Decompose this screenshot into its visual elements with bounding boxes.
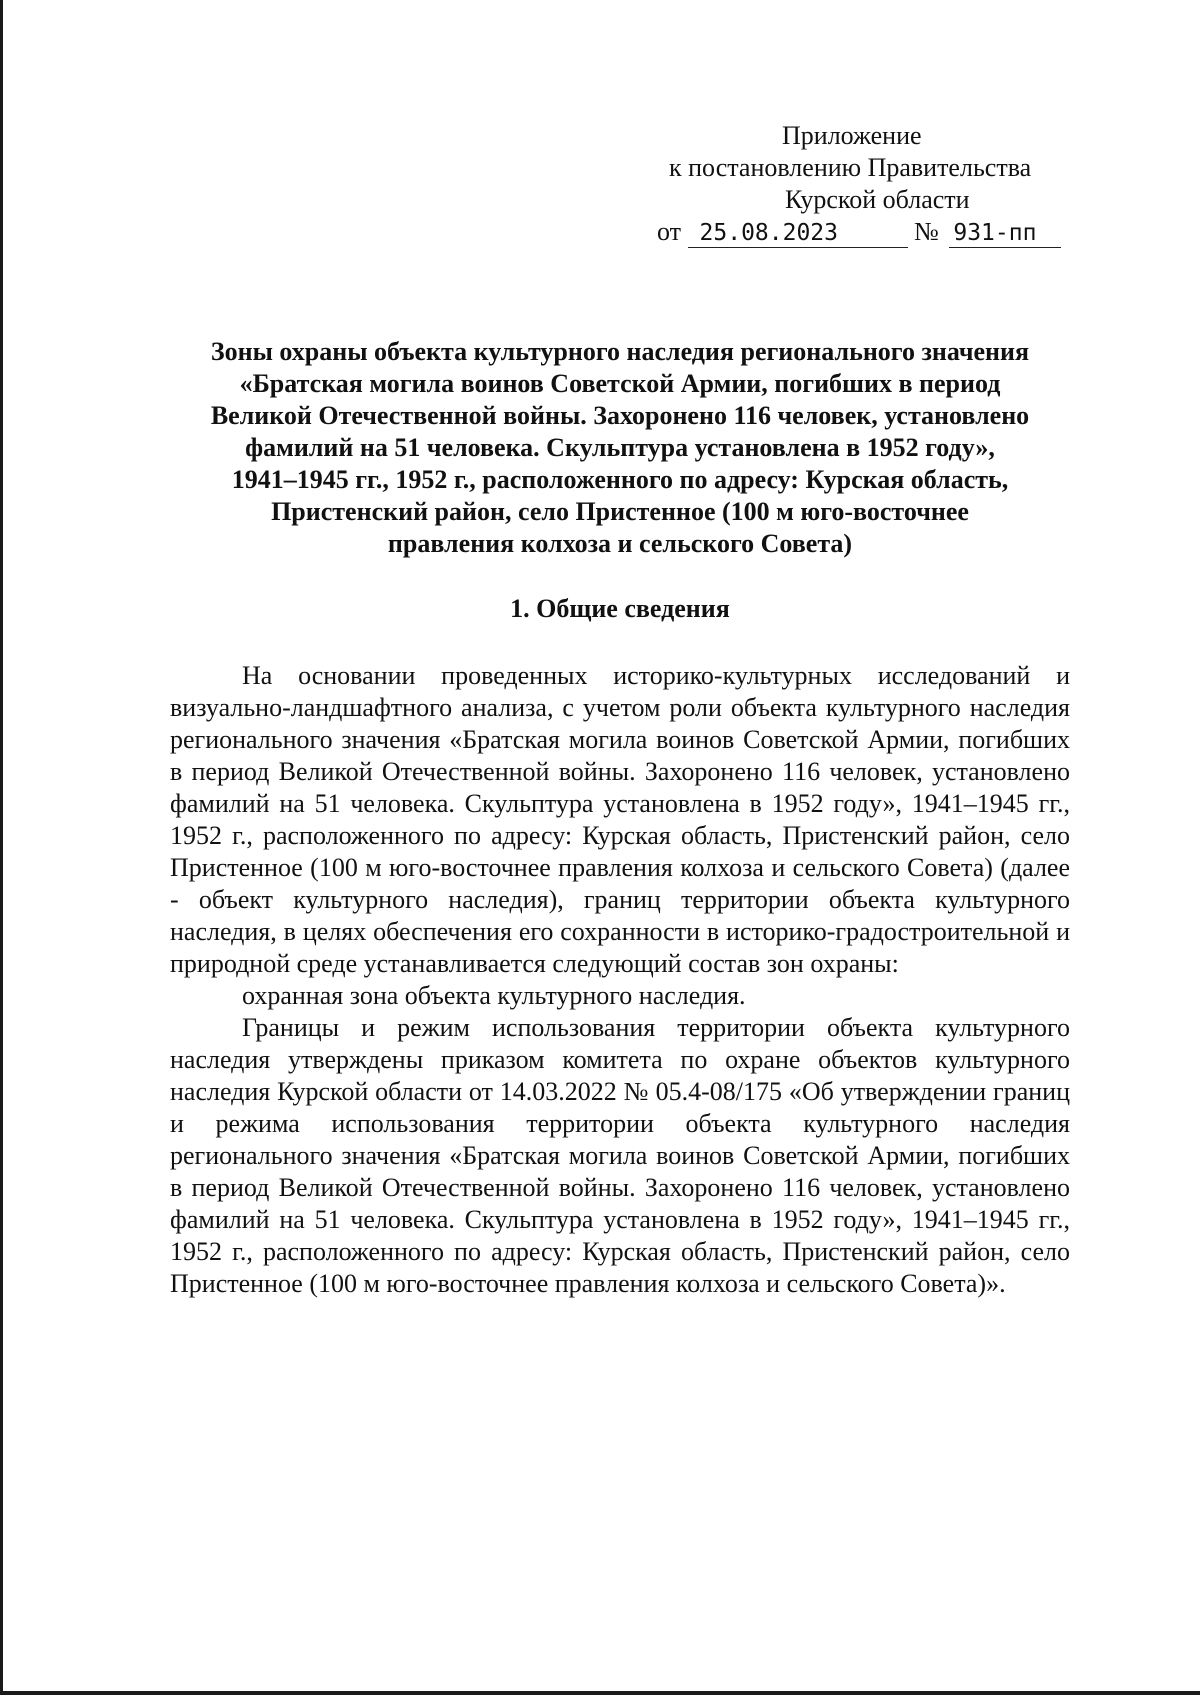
scan-border-bottom [0, 1691, 1200, 1695]
appendix-header [657, 120, 1067, 248]
body-paragraph: охранная зона объекта культурного наследия. [242, 981, 746, 1010]
appendix-region-line: Курской области [785, 185, 970, 214]
body-paragraph: Границы и режим использования территории объекта культурного наследия утверждены приказом комитета по охране объектов культурного наследия Курской области от 14.03.2022 № 05.4-08/175 «Об утверждении границ и режима использования территории объекта культурного наследия регионального значения «Братская могила воинов Советской Армии, погибших в период Великой Отечественной войны. Захоронено 116 человек, установлено фамилий на 51 человека. Скульптура установлена в 1952 году», 1941–1945 гг., 1952 г., расположенного по адресу: Курская область, Пристенский район, село Пристенное (100 м юго-восточнее правления колхоза и сельского Совета)». [170, 1013, 1070, 1298]
resolution-date: 25.08.2023 [688, 219, 908, 248]
appendix-resolution-line: к постановлению Правительства [669, 153, 1032, 182]
document-title [170, 336, 1070, 560]
title-line: Пристенский район, село Пристенное (100 м юго-восточнее [271, 497, 969, 526]
title-line: 1941–1945 гг., 1952 г., расположенного по адресу: Курская область, [231, 465, 1009, 494]
title-line: Великой Отечественной войны. Захоронено 116 человек, установлено [210, 401, 1030, 430]
title-line: «Братская могила воинов Советской Армии, погибших в период [239, 369, 1001, 398]
document-body [170, 660, 1070, 1300]
appendix-label: Приложение [782, 121, 922, 150]
title-line: фамилий на 51 человека. Скульптура установлена в 1952 году», [245, 433, 995, 462]
scan-border-left [0, 0, 3, 1695]
body-paragraph: На основании проведенных историко-культурных исследований и визуально-ландшафтного анализа, с учетом роли объекта культурного наследия регионального значения «Братская могила воинов Советской Армии, погибших в период Великой Отечественной войны. Захоронено 116 человек, установлено фамилий на 51 человека. Скульптура установлена в 1952 году», 1941–1945 гг., 1952 г., расположенного по адресу: Курская область, Пристенский район, село Пристенное (100 м юго-восточнее правления колхоза и сельского Совета) (далее - объект культурного наследия), границ территории объекта культурного наследия, в целях обеспечения его сохранности в историко-градостроительной и природной среде устанавливается следующий состав зон охраны: [170, 661, 1070, 978]
number-sign: № [914, 217, 939, 246]
title-line: Зоны охраны объекта культурного наследия регионального значения [210, 337, 1030, 366]
date-prefix: от [657, 217, 682, 246]
title-line: правления колхоза и сельского Совета) [387, 529, 853, 558]
appendix-date-number-line [657, 216, 1067, 248]
resolution-number: 931-пп [949, 219, 1061, 248]
section-heading: 1. Общие сведения [510, 594, 730, 623]
